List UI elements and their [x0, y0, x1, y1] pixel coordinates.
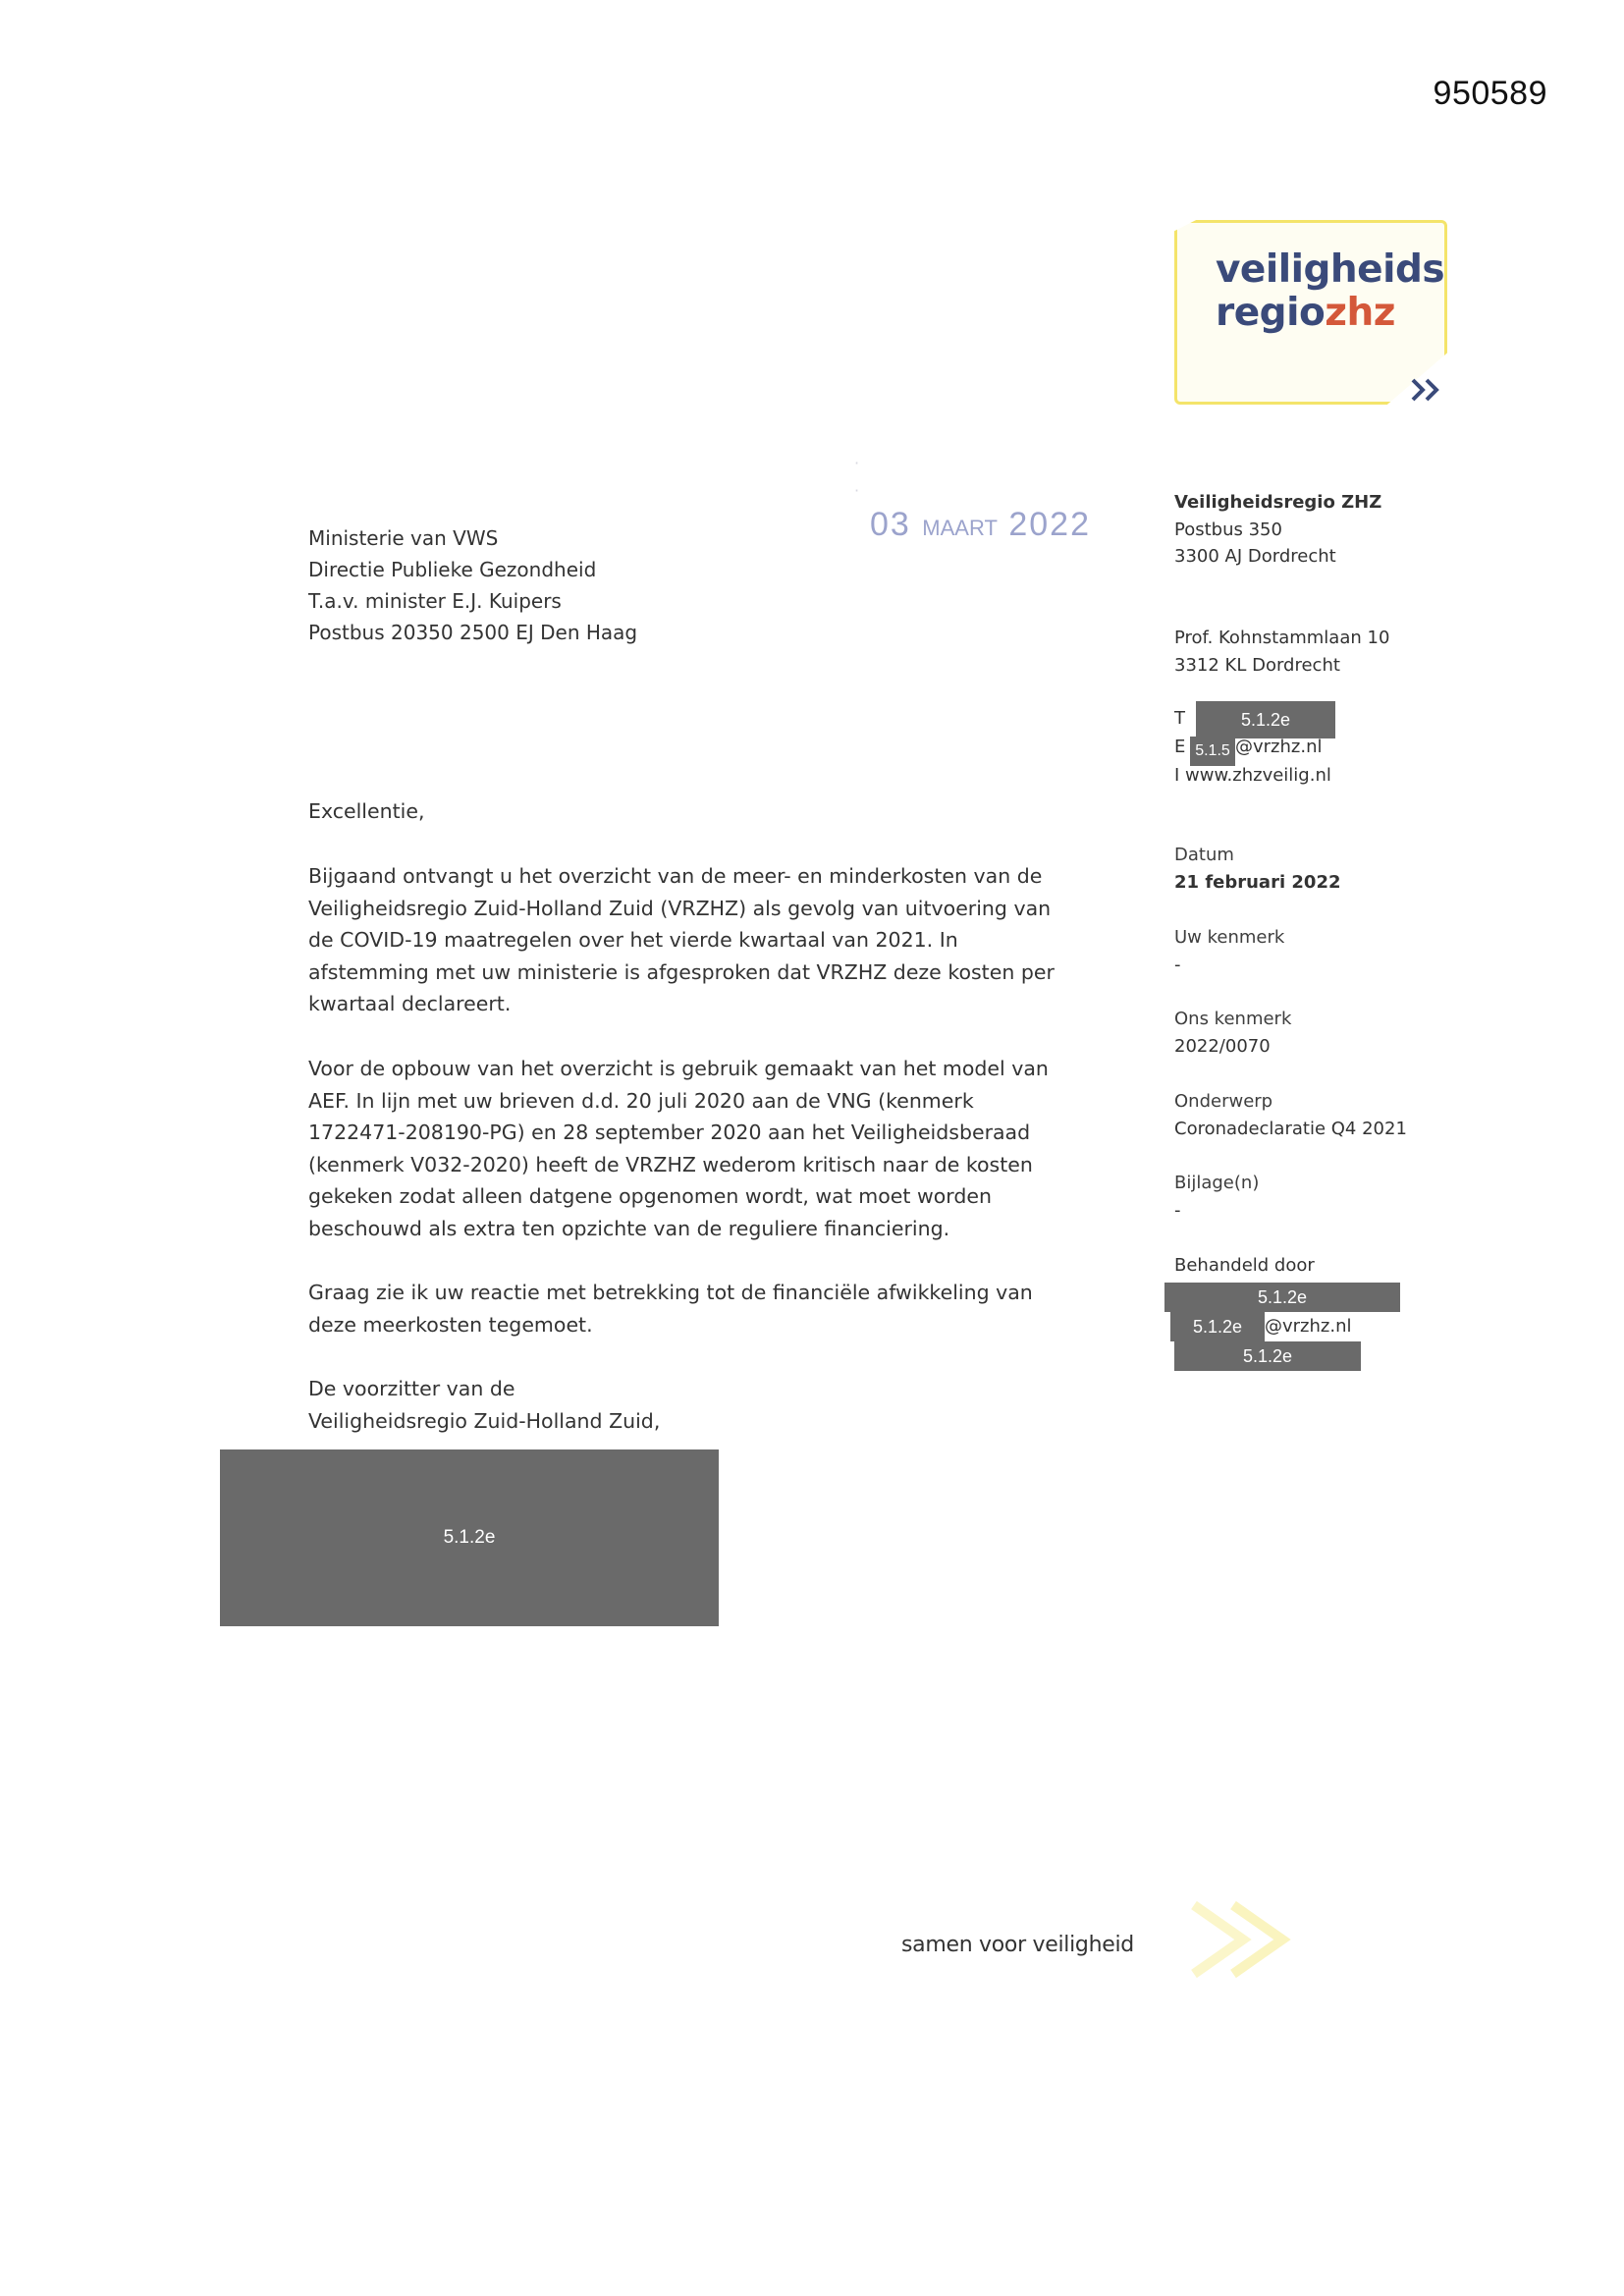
- letter-line: 1722471-208190-PG) en 28 september 2020 aan het Veiligheidsberaad: [308, 1121, 1031, 1144]
- uw-kenmerk-field: [1174, 924, 1284, 978]
- recipient-line: T.a.v. minister E.J. Kuipers: [308, 589, 562, 613]
- ons-kenmerk-label: Ons kenmerk: [1174, 1009, 1292, 1029]
- datum-label: Datum: [1174, 845, 1234, 865]
- sender-visit-address: [1174, 625, 1389, 679]
- letter-line: Bijgaand ontvangt u het overzicht van de meer- en minderkosten van de: [308, 864, 1043, 888]
- handler-email-domain: @vrzhz.nl: [1265, 1316, 1352, 1337]
- ons-kenmerk-field: [1174, 1006, 1291, 1060]
- sender-block: [1174, 489, 1381, 571]
- sender-visit-1: Prof. Kohnstammlaan 10: [1174, 628, 1390, 648]
- onderwerp-value: Coronadeclaratie Q4 2021: [1174, 1118, 1407, 1139]
- letter-line: Graag zie ik uw reactie met betrekking tot de financiële afwikkeling van: [308, 1281, 1033, 1304]
- veiligheidsregio-logo: [1174, 220, 1447, 409]
- letter-paragraph-3: [308, 1277, 1074, 1340]
- letter-line: (kenmerk V032-2020) heeft de VRZHZ wederom kritisch naar de kosten: [308, 1152, 1033, 1176]
- onderwerp-label: Onderwerp: [1174, 1091, 1273, 1112]
- redacted-phone: 5.1.2e: [1196, 701, 1335, 738]
- logo-text-zhz: zhz: [1325, 291, 1395, 335]
- ons-kenmerk-value: 2022/0070: [1174, 1035, 1271, 1057]
- uw-kenmerk-label: Uw kenmerk: [1174, 927, 1285, 948]
- logo-text-line1: veiligheids: [1216, 247, 1445, 292]
- footer-slogan: samen voor veiligheid: [901, 1933, 1134, 1957]
- letter-line: de COVID-19 maatregelen over het vierde kwartaal van 2021. In: [308, 928, 958, 952]
- stamp-marks: · ·: [854, 454, 860, 500]
- sender-website: I www.zhzveilig.nl: [1174, 765, 1331, 786]
- redacted-handler-name: 5.1.2e: [1164, 1283, 1400, 1312]
- recipient-line: Postbus 20350 2500 EJ Den Haag: [308, 621, 638, 644]
- phone-prefix: T: [1174, 708, 1185, 729]
- behandeld-door-label: Behandeld door: [1174, 1255, 1315, 1276]
- sender-name: Veiligheidsregio ZHZ: [1174, 492, 1382, 513]
- logo-text-line2: [1216, 291, 1395, 335]
- onderwerp-field: [1174, 1088, 1407, 1142]
- footer-chevron-mark: [1174, 1886, 1312, 1994]
- bijlage-value: -: [1174, 1199, 1181, 1221]
- letter-salutation: Excellentie,: [308, 799, 425, 823]
- letter-line: beschouwd als extra ten opzichte van de reguliere financiering.: [308, 1216, 950, 1240]
- document-number: 950589: [1433, 75, 1547, 112]
- letter-line: gekeken zodat alleen datgene opgenomen wordt, wat moet worden: [308, 1184, 992, 1208]
- sender-email-domain: @vrzhz.nl: [1235, 737, 1323, 757]
- closing-line: De voorzitter van de: [308, 1377, 515, 1400]
- stamp-day: 03: [870, 506, 911, 543]
- sender-email-line: [1174, 734, 1185, 761]
- letter-paragraph-1: [308, 860, 1074, 1020]
- letter-line: Veiligheidsregio Zuid-Holland Zuid (VRZHZ) als gevolg van uitvoering van: [308, 896, 1052, 920]
- stamp-year: 2022: [1008, 506, 1091, 543]
- recipient-line: Ministerie van VWS: [308, 526, 499, 550]
- sender-postal-2: 3300 AJ Dordrecht: [1174, 546, 1336, 567]
- sender-visit-2: 3312 KL Dordrecht: [1174, 654, 1340, 676]
- redacted-handler-email: 5.1.2e: [1170, 1312, 1265, 1341]
- email-prefix: E: [1174, 737, 1186, 757]
- datum-value: 21 februari 2022: [1174, 871, 1341, 893]
- uw-kenmerk-value: -: [1174, 954, 1181, 975]
- logo-text-regio: regio: [1216, 291, 1326, 335]
- recipient-address: [308, 522, 637, 648]
- letter-line: AEF. In lijn met uw brieven d.d. 20 juli 2020 aan de VNG (kenmerk: [308, 1088, 974, 1113]
- letter-line: kwartaal declareert.: [308, 992, 512, 1015]
- closing-line: Veiligheidsregio Zuid-Holland Zuid,: [308, 1408, 661, 1433]
- recipient-line: Directie Publieke Gezondheid: [308, 558, 597, 581]
- letter-line: Voor de opbouw van het overzicht is gebruik gemaakt van het model van: [308, 1057, 1049, 1080]
- bijlage-field: [1174, 1170, 1259, 1224]
- double-chevron-icon: [1410, 377, 1443, 403]
- letter-line: deze meerkosten tegemoet.: [308, 1312, 593, 1337]
- sender-postal-1: Postbus 350: [1174, 519, 1282, 540]
- letter-line: afstemming met uw ministerie is afgesproken dat VRZHZ deze kosten per: [308, 959, 1055, 984]
- bijlage-label: Bijlage(n): [1174, 1173, 1260, 1193]
- redacted-handler-phone: 5.1.2e: [1174, 1341, 1361, 1371]
- received-date-stamp: [870, 506, 1091, 544]
- letter-closing: [308, 1373, 1074, 1437]
- letter-paragraph-2: [308, 1053, 1074, 1244]
- sender-phone-line: [1174, 705, 1185, 733]
- datum-field: [1174, 842, 1341, 896]
- stamp-month: MAART: [922, 516, 998, 540]
- redacted-email-user: 5.1.5: [1190, 737, 1235, 766]
- redacted-signature: 5.1.2e: [220, 1449, 719, 1626]
